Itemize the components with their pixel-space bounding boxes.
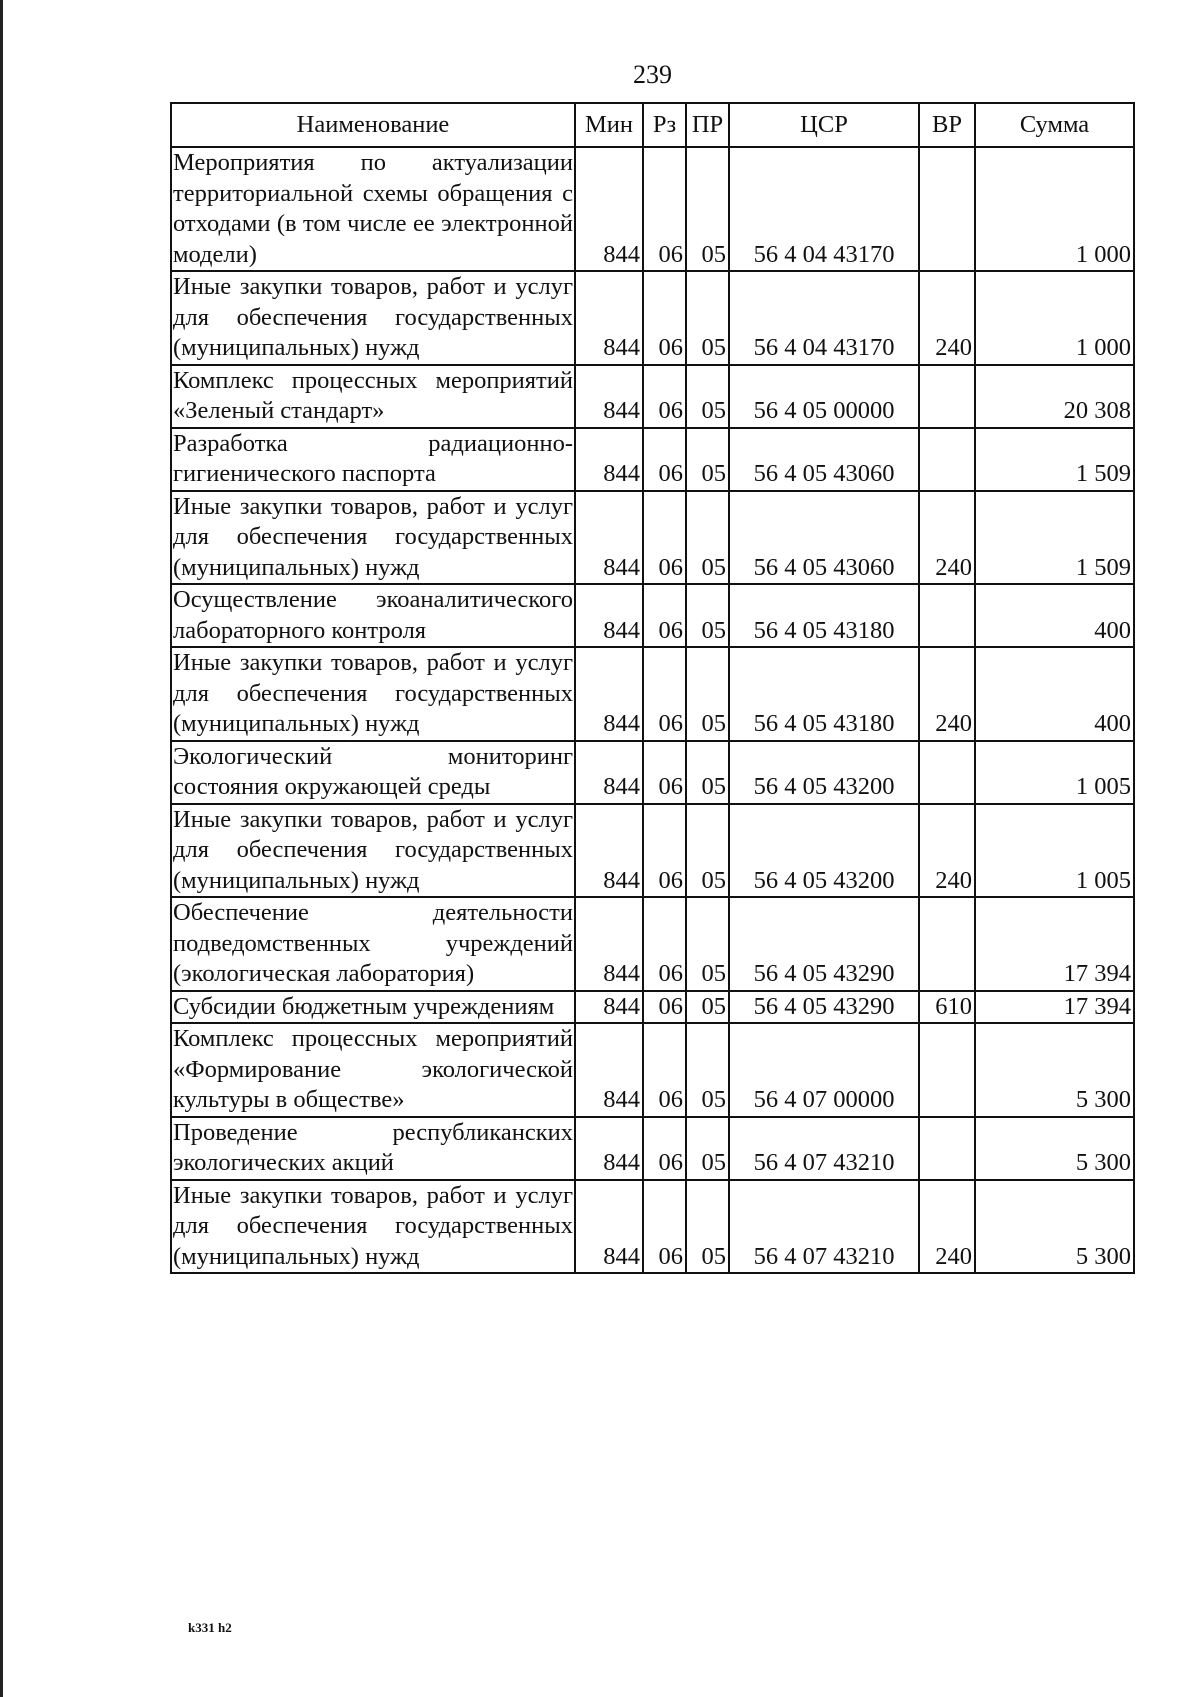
cell-sum: 1 509 bbox=[975, 491, 1134, 585]
cell-sum: 17 394 bbox=[975, 897, 1134, 991]
cell-pr: 05 bbox=[686, 741, 729, 804]
cell-sum: 400 bbox=[975, 584, 1134, 647]
cell-min: 844 bbox=[575, 991, 643, 1024]
cell-rz: 06 bbox=[643, 365, 686, 428]
header-csr: ЦСР bbox=[729, 103, 919, 147]
cell-csr: 56 4 07 43210 bbox=[729, 1117, 919, 1180]
table-header-row bbox=[171, 103, 1134, 147]
cell-sum: 1 005 bbox=[975, 804, 1134, 898]
header-pr: ПР bbox=[686, 103, 729, 147]
cell-pr: 05 bbox=[686, 584, 729, 647]
cell-rz: 06 bbox=[643, 991, 686, 1024]
cell-csr: 56 4 05 43290 bbox=[729, 897, 919, 991]
cell-sum: 1 005 bbox=[975, 741, 1134, 804]
cell-vr: 240 bbox=[919, 271, 975, 365]
cell-sum: 1 000 bbox=[975, 147, 1134, 271]
cell-sum: 17 394 bbox=[975, 991, 1134, 1024]
cell-min: 844 bbox=[575, 897, 643, 991]
cell-sum: 1 000 bbox=[975, 271, 1134, 365]
cell-name: Обеспечение деятельности подведомственных учреждений (экологическая лаборатория) bbox=[171, 897, 575, 991]
cell-min: 844 bbox=[575, 428, 643, 491]
cell-vr: 240 bbox=[919, 1180, 975, 1274]
cell-vr: 240 bbox=[919, 804, 975, 898]
cell-min: 844 bbox=[575, 647, 643, 741]
cell-pr: 05 bbox=[686, 1023, 729, 1117]
cell-min: 844 bbox=[575, 1023, 643, 1117]
table-row bbox=[171, 991, 1134, 1024]
cell-min: 844 bbox=[575, 584, 643, 647]
table-row bbox=[171, 1023, 1134, 1117]
cell-sum: 400 bbox=[975, 647, 1134, 741]
cell-csr: 56 4 05 43060 bbox=[729, 428, 919, 491]
cell-vr bbox=[919, 584, 975, 647]
cell-name: Экологический мониторинг состояния окружающей среды bbox=[171, 741, 575, 804]
page-number: 239 bbox=[633, 60, 672, 89]
cell-min: 844 bbox=[575, 804, 643, 898]
cell-csr: 56 4 05 43180 bbox=[729, 584, 919, 647]
cell-rz: 06 bbox=[643, 147, 686, 271]
cell-csr: 56 4 05 43180 bbox=[729, 647, 919, 741]
table-row bbox=[171, 365, 1134, 428]
scan-edge bbox=[0, 0, 3, 1697]
table-row bbox=[171, 1180, 1134, 1274]
cell-min: 844 bbox=[575, 1117, 643, 1180]
cell-pr: 05 bbox=[686, 271, 729, 365]
cell-vr: 240 bbox=[919, 491, 975, 585]
cell-pr: 05 bbox=[686, 1117, 729, 1180]
table-row bbox=[171, 741, 1134, 804]
cell-vr bbox=[919, 1023, 975, 1117]
cell-pr: 05 bbox=[686, 991, 729, 1024]
cell-vr bbox=[919, 1117, 975, 1180]
cell-name: Осуществление экоаналитического лабораторного контроля bbox=[171, 584, 575, 647]
cell-min: 844 bbox=[575, 491, 643, 585]
cell-pr: 05 bbox=[686, 365, 729, 428]
table-row bbox=[171, 897, 1134, 991]
cell-vr bbox=[919, 428, 975, 491]
footer-code: k331 h2 bbox=[188, 1620, 232, 1635]
table-row bbox=[171, 804, 1134, 898]
cell-rz: 06 bbox=[643, 1180, 686, 1274]
cell-pr: 05 bbox=[686, 491, 729, 585]
cell-name: Иные закупки товаров, работ и услуг для обеспечения государственных (муниципальных) нужд bbox=[171, 804, 575, 898]
header-min: Мин bbox=[575, 103, 643, 147]
cell-pr: 05 bbox=[686, 647, 729, 741]
table-body bbox=[171, 147, 1134, 1273]
header-sum: Сумма bbox=[975, 103, 1134, 147]
cell-rz: 06 bbox=[643, 741, 686, 804]
cell-pr: 05 bbox=[686, 428, 729, 491]
cell-vr bbox=[919, 147, 975, 271]
table-row bbox=[171, 147, 1134, 271]
cell-name: Иные закупки товаров, работ и услуг для обеспечения государственных (муниципальных) нужд bbox=[171, 491, 575, 585]
cell-sum: 5 300 bbox=[975, 1117, 1134, 1180]
cell-pr: 05 bbox=[686, 897, 729, 991]
cell-name: Иные закупки товаров, работ и услуг для обеспечения государственных (муниципальных) нужд bbox=[171, 1180, 575, 1274]
cell-name: Комплекс процессных мероприятий «Зеленый стандарт» bbox=[171, 365, 575, 428]
cell-sum: 5 300 bbox=[975, 1023, 1134, 1117]
cell-csr: 56 4 05 43060 bbox=[729, 491, 919, 585]
cell-sum: 20 308 bbox=[975, 365, 1134, 428]
table-row bbox=[171, 647, 1134, 741]
cell-name: Комплекс процессных мероприятий «Формирование экологической культуры в обществе» bbox=[171, 1023, 575, 1117]
cell-sum: 1 509 bbox=[975, 428, 1134, 491]
header-name: Наименование bbox=[171, 103, 575, 147]
cell-csr: 56 4 05 00000 bbox=[729, 365, 919, 428]
table-row bbox=[171, 584, 1134, 647]
cell-csr: 56 4 05 43200 bbox=[729, 804, 919, 898]
cell-rz: 06 bbox=[643, 897, 686, 991]
cell-rz: 06 bbox=[643, 584, 686, 647]
cell-name: Субсидии бюджетным учреждениям bbox=[171, 991, 575, 1024]
header-rz: Рз bbox=[643, 103, 686, 147]
cell-rz: 06 bbox=[643, 1117, 686, 1180]
cell-csr: 56 4 05 43290 bbox=[729, 991, 919, 1024]
cell-name: Проведение республиканских экологических акций bbox=[171, 1117, 575, 1180]
cell-min: 844 bbox=[575, 741, 643, 804]
cell-vr bbox=[919, 897, 975, 991]
table-row bbox=[171, 1117, 1134, 1180]
table-row bbox=[171, 428, 1134, 491]
cell-vr bbox=[919, 365, 975, 428]
cell-vr bbox=[919, 741, 975, 804]
cell-csr: 56 4 05 43200 bbox=[729, 741, 919, 804]
cell-min: 844 bbox=[575, 147, 643, 271]
header-vr: ВР bbox=[919, 103, 975, 147]
cell-name: Иные закупки товаров, работ и услуг для обеспечения государственных (муниципальных) нужд bbox=[171, 271, 575, 365]
cell-rz: 06 bbox=[643, 491, 686, 585]
table-row bbox=[171, 271, 1134, 365]
cell-vr: 240 bbox=[919, 647, 975, 741]
cell-rz: 06 bbox=[643, 271, 686, 365]
cell-csr: 56 4 07 43210 bbox=[729, 1180, 919, 1274]
cell-sum: 5 300 bbox=[975, 1180, 1134, 1274]
cell-pr: 05 bbox=[686, 147, 729, 271]
cell-vr: 610 bbox=[919, 991, 975, 1024]
cell-rz: 06 bbox=[643, 428, 686, 491]
cell-pr: 05 bbox=[686, 1180, 729, 1274]
cell-rz: 06 bbox=[643, 1023, 686, 1117]
cell-min: 844 bbox=[575, 271, 643, 365]
cell-min: 844 bbox=[575, 1180, 643, 1274]
cell-pr: 05 bbox=[686, 804, 729, 898]
cell-name: Мероприятия по актуализации территориальной схемы обращения с отходами (в том числе ее электронной модели) bbox=[171, 147, 575, 271]
budget-table bbox=[170, 102, 1135, 1274]
cell-csr: 56 4 04 43170 bbox=[729, 271, 919, 365]
cell-name: Разработка радиационно-гигиенического паспорта bbox=[171, 428, 575, 491]
cell-csr: 56 4 07 00000 bbox=[729, 1023, 919, 1117]
cell-min: 844 bbox=[575, 365, 643, 428]
cell-rz: 06 bbox=[643, 804, 686, 898]
cell-name: Иные закупки товаров, работ и услуг для обеспечения государственных (муниципальных) нужд bbox=[171, 647, 575, 741]
cell-csr: 56 4 04 43170 bbox=[729, 147, 919, 271]
cell-rz: 06 bbox=[643, 647, 686, 741]
table-row bbox=[171, 491, 1134, 585]
